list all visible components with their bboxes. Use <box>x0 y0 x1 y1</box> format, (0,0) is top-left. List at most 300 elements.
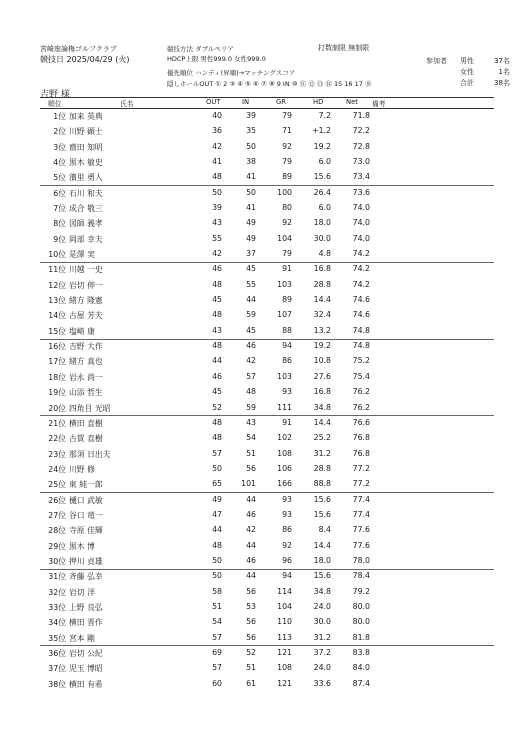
cell-out-score: 55 <box>212 233 222 243</box>
cell-handicap: 13.2 <box>313 325 331 335</box>
cell-name: 黒木 博 <box>69 541 95 551</box>
cell-in-score: 35 <box>246 126 256 136</box>
cell-rank: 32位 <box>48 587 66 597</box>
cell-gross-score: 96 <box>282 555 292 565</box>
participants-female-row <box>426 67 510 78</box>
cell-rank: 35位 <box>48 633 66 643</box>
cell-rank: 10位 <box>48 250 66 260</box>
cell-name: 緒方 真也 <box>69 357 103 367</box>
cell-handicap: 25.2 <box>313 433 331 443</box>
cell-out-score: 36 <box>212 126 222 136</box>
cell-out-score: 49 <box>212 494 222 504</box>
table-row <box>0 617 530 628</box>
cell-rank: 11位 <box>48 265 66 275</box>
cell-rank: 15位 <box>48 326 66 336</box>
table-row <box>0 372 530 383</box>
cell-handicap: 18.0 <box>313 555 331 565</box>
cell-net-score: 74.8 <box>352 341 370 351</box>
cell-in-score: 52 <box>246 647 256 657</box>
cell-gross-score: 121 <box>277 647 292 657</box>
cell-net-score: 72.8 <box>352 141 370 151</box>
cell-in-score: 39 <box>246 111 256 120</box>
cell-in-score: 44 <box>246 295 256 305</box>
cell-gross-score: 91 <box>282 264 292 274</box>
cell-gross-score: 93 <box>282 509 292 519</box>
cell-in-score: 43 <box>246 417 256 427</box>
table-row <box>0 403 530 414</box>
cell-gross-score: 166 <box>277 479 292 489</box>
cell-net-score: 84.0 <box>352 663 370 673</box>
cell-gross-score: 94 <box>282 571 292 581</box>
table-row <box>0 188 530 199</box>
cell-in-score: 44 <box>246 494 256 504</box>
cell-gross-score: 86 <box>282 356 292 366</box>
cell-out-score: 43 <box>212 218 222 228</box>
table-row <box>0 556 530 567</box>
table-row <box>0 280 530 291</box>
cell-net-score: 74.2 <box>352 249 370 259</box>
cell-rank: 30位 <box>48 556 66 566</box>
cell-net-score: 74.6 <box>352 295 370 305</box>
cell-out-score: 58 <box>212 586 222 596</box>
cell-handicap: 16.8 <box>313 387 331 397</box>
competition-method: 競技方法 ダブルペリア <box>167 45 234 53</box>
table-row <box>0 433 530 444</box>
cell-out-score: 45 <box>212 387 222 397</box>
cell-handicap: 26.4 <box>313 187 331 197</box>
cell-out-score: 65 <box>212 479 222 489</box>
cell-net-score: 73.6 <box>352 187 370 197</box>
cell-out-score: 50 <box>212 463 222 473</box>
cell-out-score: 48 <box>212 540 222 550</box>
participants-total-row <box>426 78 510 89</box>
cell-handicap: 15.6 <box>313 509 331 519</box>
cell-out-score: 51 <box>212 601 222 611</box>
table-row <box>0 387 530 398</box>
cell-rank: 20位 <box>48 403 66 413</box>
cell-in-score: 42 <box>246 525 256 535</box>
table-row <box>0 571 530 582</box>
cell-name: 横田 直樹 <box>69 418 103 428</box>
cell-handicap: 15.6 <box>313 571 331 581</box>
cell-rank: 14位 <box>48 311 66 321</box>
cell-out-score: 46 <box>212 264 222 274</box>
cell-name: 谷口 竜一 <box>69 510 103 520</box>
cell-rank: 1位 <box>53 112 66 121</box>
cell-name: 齋田 知明 <box>69 142 103 152</box>
cell-net-score: 74.8 <box>352 325 370 335</box>
cell-gross-score: 94 <box>282 341 292 351</box>
cell-gross-score: 71 <box>282 126 292 136</box>
cell-in-score: 46 <box>246 341 256 351</box>
cell-in-score: 37 <box>246 249 256 259</box>
hdcp-limit: HDCP上限 男性999.0 女性999.0 <box>167 55 266 63</box>
table-row <box>0 679 530 690</box>
cell-in-score: 56 <box>246 632 256 642</box>
cell-handicap: 14.4 <box>313 417 331 427</box>
cell-rank: 29位 <box>48 541 66 551</box>
participants-row-value: 38名 <box>494 79 510 87</box>
cell-gross-score: 104 <box>277 601 292 611</box>
participants-row-value: 1名 <box>498 68 510 76</box>
cell-gross-score: 104 <box>277 233 292 243</box>
cell-handicap: 15.6 <box>313 494 331 504</box>
cell-handicap: 15.6 <box>313 172 331 182</box>
cell-out-score: 57 <box>212 448 222 458</box>
cell-out-score: 45 <box>212 295 222 305</box>
priority-order: 優先順位 ハンディ(昇順)→マッチングスコア <box>167 69 296 77</box>
cell-net-score: 77.2 <box>352 463 370 473</box>
cell-in-score: 56 <box>246 586 256 596</box>
table-row <box>0 264 530 275</box>
cell-out-score: 42 <box>212 249 222 259</box>
cell-gross-score: 80 <box>282 203 292 212</box>
cell-net-score: 75.4 <box>352 371 370 381</box>
column-net: Net <box>346 98 358 106</box>
cell-handicap: 28.8 <box>313 279 331 289</box>
cell-handicap: 6.0 <box>318 157 331 166</box>
participants-row-value: 37名 <box>494 57 510 65</box>
cell-net-score: 76.6 <box>352 417 370 427</box>
cell-out-score: 50 <box>212 555 222 565</box>
cell-in-score: 41 <box>246 172 256 182</box>
cell-gross-score: 106 <box>277 463 292 473</box>
table-row <box>0 633 530 644</box>
cell-name: 那須 日出夫 <box>69 449 111 459</box>
cell-out-score: 57 <box>212 632 222 642</box>
cell-gross-score: 121 <box>277 678 292 688</box>
cell-out-score: 42 <box>212 141 222 151</box>
cell-in-score: 44 <box>246 571 256 581</box>
column-gr: GR <box>276 98 286 106</box>
cell-handicap: 8.4 <box>318 525 331 535</box>
participants-male-row <box>426 56 510 67</box>
group-divider <box>40 185 494 186</box>
cell-in-score: 51 <box>246 663 256 673</box>
cell-handicap: 27.6 <box>313 371 331 381</box>
cell-gross-score: 92 <box>282 218 292 228</box>
cell-name: 上野 良弘 <box>69 602 103 612</box>
cell-in-score: 53 <box>246 601 256 611</box>
cell-gross-score: 86 <box>282 525 292 535</box>
cell-in-score: 59 <box>246 310 256 320</box>
cell-in-score: 54 <box>246 433 256 443</box>
table-row <box>0 111 530 122</box>
cell-name: 岩切 公紀 <box>69 648 103 658</box>
cell-gross-score: 107 <box>277 310 292 320</box>
cell-net-score: 76.2 <box>352 387 370 397</box>
participants-row-label: 合計 <box>460 79 474 87</box>
cell-rank: 28位 <box>48 526 66 536</box>
cell-handicap: 6.0 <box>318 203 331 212</box>
table-row <box>0 479 530 490</box>
hidden-holes: 隠しホールOUT ① 2 ③ ④ ⑤ ⑥ ⑦ ⑧ 9 IN ⑩ ⑪ ⑫ ⑬ ⑭ 15 16 17 ⑱ <box>167 80 372 88</box>
cell-net-score: 83.8 <box>352 647 370 657</box>
cell-name: 古賀 直樹 <box>69 434 103 444</box>
cell-rank: 8位 <box>53 219 66 229</box>
cell-in-score: 46 <box>246 509 256 519</box>
cell-in-score: 41 <box>246 203 256 212</box>
cell-name: 児玉 博昭 <box>69 664 103 674</box>
cell-handicap: 37.2 <box>313 647 331 657</box>
cell-net-score: 77.4 <box>352 509 370 519</box>
cell-rank: 16位 <box>48 342 66 352</box>
cell-net-score: 74.6 <box>352 310 370 320</box>
table-row <box>0 449 530 460</box>
cell-in-score: 38 <box>246 157 256 166</box>
player-name: 吉野 様 <box>40 90 70 100</box>
cell-gross-score: 92 <box>282 141 292 151</box>
cell-handicap: +1.2 <box>312 126 331 136</box>
cell-net-score: 81.8 <box>352 632 370 642</box>
cell-net-score: 76.2 <box>352 402 370 412</box>
table-row <box>0 510 530 521</box>
cell-rank: 9位 <box>53 234 66 244</box>
group-divider <box>40 262 494 263</box>
cell-rank: 2位 <box>53 127 66 137</box>
cell-name: 図師 義孝 <box>69 219 103 229</box>
cell-out-score: 48 <box>212 341 222 351</box>
table-row <box>0 157 530 168</box>
cell-out-score: 39 <box>212 203 222 212</box>
cell-in-score: 61 <box>246 678 256 688</box>
cell-gross-score: 103 <box>277 279 292 289</box>
cell-gross-score: 93 <box>282 387 292 397</box>
participants-row-label: 女性 <box>460 68 474 76</box>
cell-net-score: 78.0 <box>352 555 370 565</box>
cell-handicap: 7.2 <box>318 111 331 120</box>
column-in: IN <box>242 98 250 106</box>
cell-handicap: 24.0 <box>313 663 331 673</box>
cell-gross-score: 79 <box>282 157 292 166</box>
table-row <box>0 495 530 506</box>
cell-handicap: 34.8 <box>313 586 331 596</box>
cell-out-score: 48 <box>212 433 222 443</box>
club-name: 宮崎座論梅ゴルフクラブ <box>40 45 117 53</box>
cell-rank: 33位 <box>48 602 66 612</box>
cell-out-score: 43 <box>212 325 222 335</box>
table-row <box>0 525 530 536</box>
cell-rank: 5位 <box>53 173 66 183</box>
cell-out-score: 60 <box>212 678 222 688</box>
table-row <box>0 203 530 214</box>
cell-handicap: 31.2 <box>313 632 331 642</box>
cell-name: 東 純一郎 <box>69 480 103 490</box>
cell-in-score: 48 <box>246 387 256 397</box>
cell-handicap: 14.4 <box>313 295 331 305</box>
table-row <box>0 310 530 321</box>
cell-rank: 34位 <box>48 618 66 628</box>
group-divider <box>40 569 494 570</box>
table-row <box>0 142 530 153</box>
cell-name: 塩崎 康 <box>69 326 95 336</box>
cell-rank: 4位 <box>53 158 66 167</box>
cell-name: 黒木 敏史 <box>69 158 103 167</box>
group-divider <box>40 492 494 493</box>
table-row <box>0 541 530 552</box>
cell-name: 緒方 隆憲 <box>69 296 103 306</box>
cell-gross-score: 102 <box>277 433 292 443</box>
table-row <box>0 464 530 475</box>
cell-handicap: 88.8 <box>313 479 331 489</box>
cell-name: 岩永 尚一 <box>69 372 103 382</box>
cell-name: 石川 和夫 <box>69 188 103 198</box>
cell-name: 斉藤 弘幸 <box>69 572 103 582</box>
table-row <box>0 234 530 245</box>
cell-net-score: 77.4 <box>352 494 370 504</box>
cell-name: 岩切 洋 <box>69 587 95 597</box>
cell-rank: 26位 <box>48 495 66 505</box>
cell-net-score: 77.2 <box>352 479 370 489</box>
cell-out-score: 44 <box>212 356 222 366</box>
cell-name: 宮本 剛 <box>69 633 95 643</box>
cell-name: 濱里 勇人 <box>69 173 103 183</box>
cell-in-score: 46 <box>246 555 256 565</box>
cell-net-score: 74.0 <box>352 233 370 243</box>
table-row <box>0 126 530 137</box>
cell-gross-score: 100 <box>277 187 292 197</box>
table-row <box>0 356 530 367</box>
cell-name: 川野 顕士 <box>69 127 103 137</box>
column-hd: HD <box>313 98 324 106</box>
cell-rank: 19位 <box>48 388 66 398</box>
participants-row-label: 男性 <box>460 57 474 65</box>
cell-name: 寺原 佳輝 <box>69 526 103 536</box>
table-row <box>0 341 530 352</box>
table-row <box>0 602 530 613</box>
cell-in-score: 45 <box>246 325 256 335</box>
cell-in-score: 101 <box>241 479 256 489</box>
participant-counts <box>426 56 510 89</box>
cell-rank: 23位 <box>48 449 66 459</box>
cell-gross-score: 110 <box>277 617 292 627</box>
cell-handicap: 19.2 <box>313 341 331 351</box>
cell-handicap: 4.8 <box>318 249 331 259</box>
cell-net-score: 74.0 <box>352 203 370 212</box>
cell-handicap: 32.4 <box>313 310 331 320</box>
cell-rank: 31位 <box>48 572 66 582</box>
cell-gross-score: 79 <box>282 111 292 120</box>
cell-rank: 21位 <box>48 418 66 428</box>
cell-name: 横田 有希 <box>69 679 103 689</box>
cell-out-score: 46 <box>212 371 222 381</box>
table-row <box>0 587 530 598</box>
cell-gross-score: 111 <box>277 402 292 412</box>
cell-rank: 6位 <box>53 188 66 198</box>
cell-net-score: 76.8 <box>352 433 370 443</box>
table-row <box>0 418 530 429</box>
cell-handicap: 34.8 <box>313 402 331 412</box>
cell-name: 四角目 光昭 <box>69 403 111 413</box>
cell-in-score: 56 <box>246 617 256 627</box>
cell-rank: 36位 <box>48 648 66 658</box>
cell-handicap: 31.2 <box>313 448 331 458</box>
cell-net-score: 74.2 <box>352 264 370 274</box>
column-rank: 順位 <box>48 100 62 108</box>
cell-gross-score: 114 <box>277 586 292 596</box>
cell-rank: 13位 <box>48 296 66 306</box>
cell-out-score: 44 <box>212 525 222 535</box>
cell-gross-score: 89 <box>282 295 292 305</box>
table-row <box>0 663 530 674</box>
cell-handicap: 14.4 <box>313 540 331 550</box>
table-row <box>0 218 530 229</box>
cell-out-score: 48 <box>212 417 222 427</box>
cell-in-score: 51 <box>246 448 256 458</box>
cell-gross-score: 89 <box>282 172 292 182</box>
cell-gross-score: 113 <box>277 632 292 642</box>
cell-name: 山添 哲生 <box>69 388 103 398</box>
table-row <box>0 249 530 260</box>
cell-gross-score: 103 <box>277 371 292 381</box>
cell-name: 樋口 武敏 <box>69 495 103 505</box>
cell-handicap: 19.2 <box>313 141 331 151</box>
cell-net-score: 77.6 <box>352 540 370 550</box>
cell-gross-score: 92 <box>282 540 292 550</box>
cell-gross-score: 93 <box>282 494 292 504</box>
table-row <box>0 648 530 659</box>
cell-net-score: 78.4 <box>352 571 370 581</box>
cell-rank: 27位 <box>48 510 66 520</box>
table-row <box>0 326 530 337</box>
cell-net-score: 73.0 <box>352 157 370 166</box>
cell-in-score: 57 <box>246 371 256 381</box>
cell-net-score: 74.2 <box>352 279 370 289</box>
column-note: 備考 <box>372 100 386 108</box>
cell-out-score: 57 <box>212 663 222 673</box>
cell-handicap: 33.6 <box>313 678 331 688</box>
cell-net-score: 74.0 <box>352 218 370 228</box>
cell-out-score: 52 <box>212 402 222 412</box>
column-out: OUT <box>206 98 221 106</box>
cell-in-score: 49 <box>246 218 256 228</box>
cell-net-score: 75.2 <box>352 356 370 366</box>
cell-name: 押川 貞雄 <box>69 556 103 566</box>
cell-out-score: 48 <box>212 279 222 289</box>
group-divider <box>40 645 494 646</box>
cell-gross-score: 108 <box>277 663 292 673</box>
cell-rank: 37位 <box>48 664 66 674</box>
cell-in-score: 45 <box>246 264 256 274</box>
stroke-restriction: 打数制限 無制限 <box>318 44 370 52</box>
cell-handicap: 24.0 <box>313 601 331 611</box>
cell-net-score: 76.8 <box>352 448 370 458</box>
cell-rank: 25位 <box>48 480 66 490</box>
cell-rank: 18位 <box>48 372 66 382</box>
cell-out-score: 69 <box>212 647 222 657</box>
competition-date: 競技日 2025/04/29 (火) <box>40 55 130 64</box>
cell-rank: 12位 <box>48 280 66 290</box>
participants-label: 参加者 <box>426 57 447 65</box>
cell-out-score: 40 <box>212 111 222 120</box>
cell-rank: 7位 <box>53 204 66 213</box>
cell-out-score: 50 <box>212 187 222 197</box>
cell-gross-score: 108 <box>277 448 292 458</box>
cell-out-score: 41 <box>212 157 222 166</box>
cell-net-score: 80.0 <box>352 601 370 611</box>
cell-name: 岡部 幸夫 <box>69 234 103 244</box>
cell-in-score: 50 <box>246 141 256 151</box>
cell-rank: 22位 <box>48 434 66 444</box>
cell-net-score: 73.4 <box>352 172 370 182</box>
cell-handicap: 28.8 <box>313 463 331 473</box>
cell-name: 吉野 大作 <box>69 342 103 352</box>
cell-rank: 38位 <box>48 679 66 689</box>
cell-handicap: 30.0 <box>313 617 331 627</box>
cell-in-score: 49 <box>246 233 256 243</box>
cell-out-score: 50 <box>212 571 222 581</box>
cell-net-score: 87.4 <box>352 678 370 688</box>
